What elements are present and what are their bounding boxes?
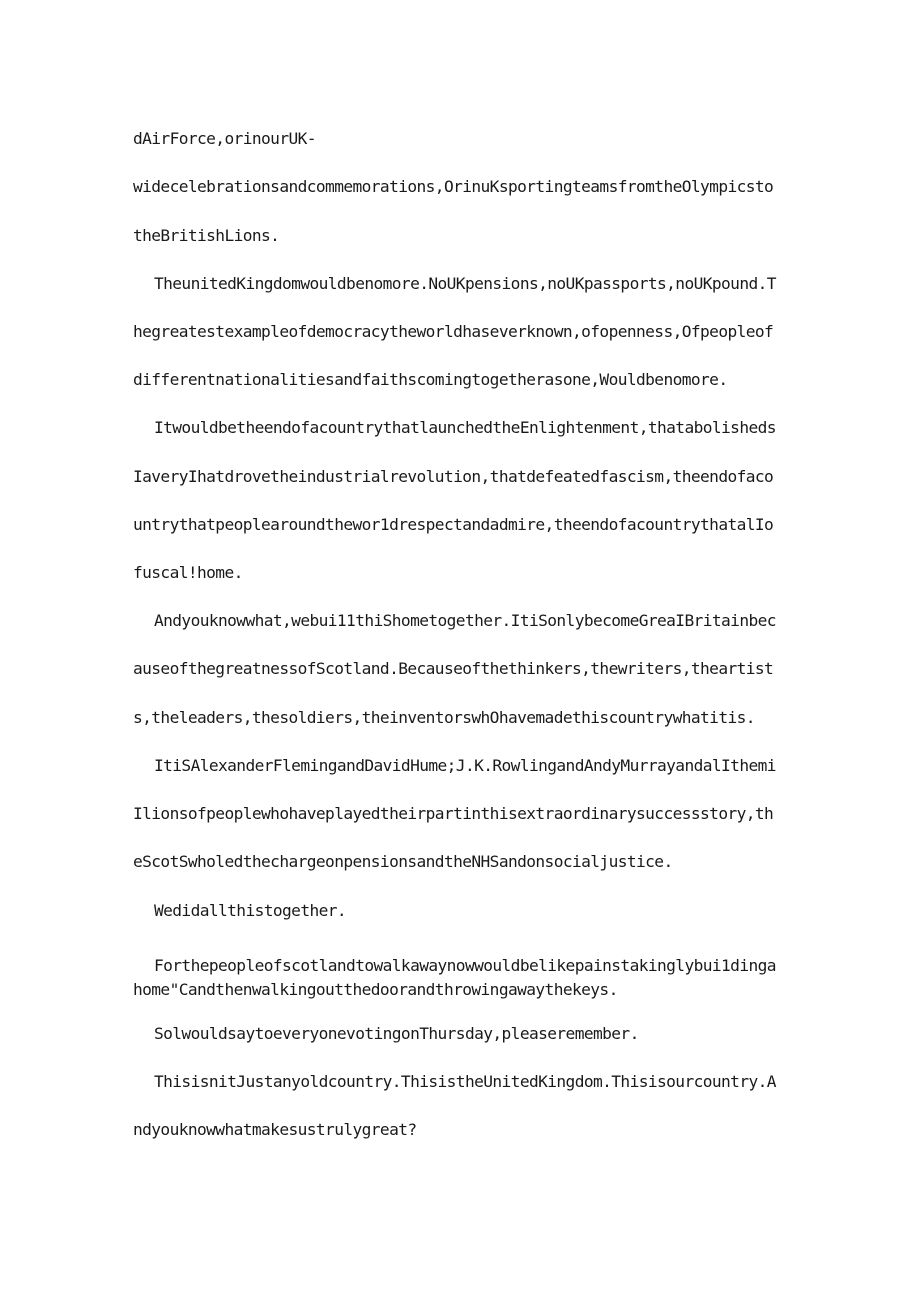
text-line: theBritishLions. <box>133 226 280 245</box>
text-line: auseofthegreatnessofScotland.Becauseofthethinkers,thewriters,theartist <box>133 659 774 678</box>
text-line: Ilionsofpeoplewhohaveplayedtheirpartinthisextraordinarysuccessstory,th <box>133 804 774 823</box>
text-line: hegreatestexampleofdemocracytheworldhaseverknown,ofopenness,Ofpeopleof <box>133 322 774 341</box>
text-line: fuscal!home. <box>133 563 243 582</box>
text-line: untrythatpeoplearoundthewor1drespectandadmire,theendofacountrythatalIo <box>133 515 774 534</box>
paragraph-first-line: Andyouknowwhat,webui11thiShometogether.ItiSonlybecomeGreaIBritainbec <box>154 611 776 630</box>
paragraph-first-line: ThisisnitJustanyoldcountry.ThisistheUnitedKingdom.Thisisourcountry.A <box>154 1072 776 1091</box>
text-line: s,theleaders,thesoldiers,theinventorswhOhavemadethiscountrywhatitis. <box>133 708 755 727</box>
text-line: widecelebrationsandcommemorations,OrinuKsportingteamsfromtheOlympicsto <box>133 177 774 196</box>
text-line: differentnationalitiesandfaithscomingtogetherasone,Wouldbenomore. <box>133 370 728 389</box>
paragraph-first-line: ItwouldbetheendofacountrythatlaunchedtheEnlightenment,thatabolisheds <box>154 418 776 437</box>
paragraph-first-line: Wedidallthistogether. <box>154 901 347 920</box>
text-line: IaveryIhatdrovetheindustrialrevolution,thatdefeatedfascism,theendofaco <box>133 467 774 486</box>
text-line: ndyouknowwhatmakesustrulygreat? <box>133 1120 417 1139</box>
text-line: dAirForce,orinourUK- <box>133 129 316 148</box>
paragraph-first-line: TheunitedKingdomwouldbenomore.NoUKpensions,noUKpassports,noUKpound.T <box>154 274 776 293</box>
text-line: eScotSwholedthechargeonpensionsandtheNHSandonsocialjustice. <box>133 852 673 871</box>
paragraph-first-line: Forthepeopleofscotlandtowalkawaynowwouldbelikepainstakinglybui1dinga <box>154 956 776 975</box>
paragraph-first-line: ItiSAlexanderFlemingandDavidHume;J.K.RowlingandAndyMurrayandalIthemi <box>154 756 776 775</box>
paragraph-first-line: SolwouldsaytoeveryonevotingonThursday,pleaseremember. <box>154 1024 639 1043</box>
text-line: home"Candthenwalkingoutthedoorandthrowingawaythekeys. <box>133 980 618 999</box>
